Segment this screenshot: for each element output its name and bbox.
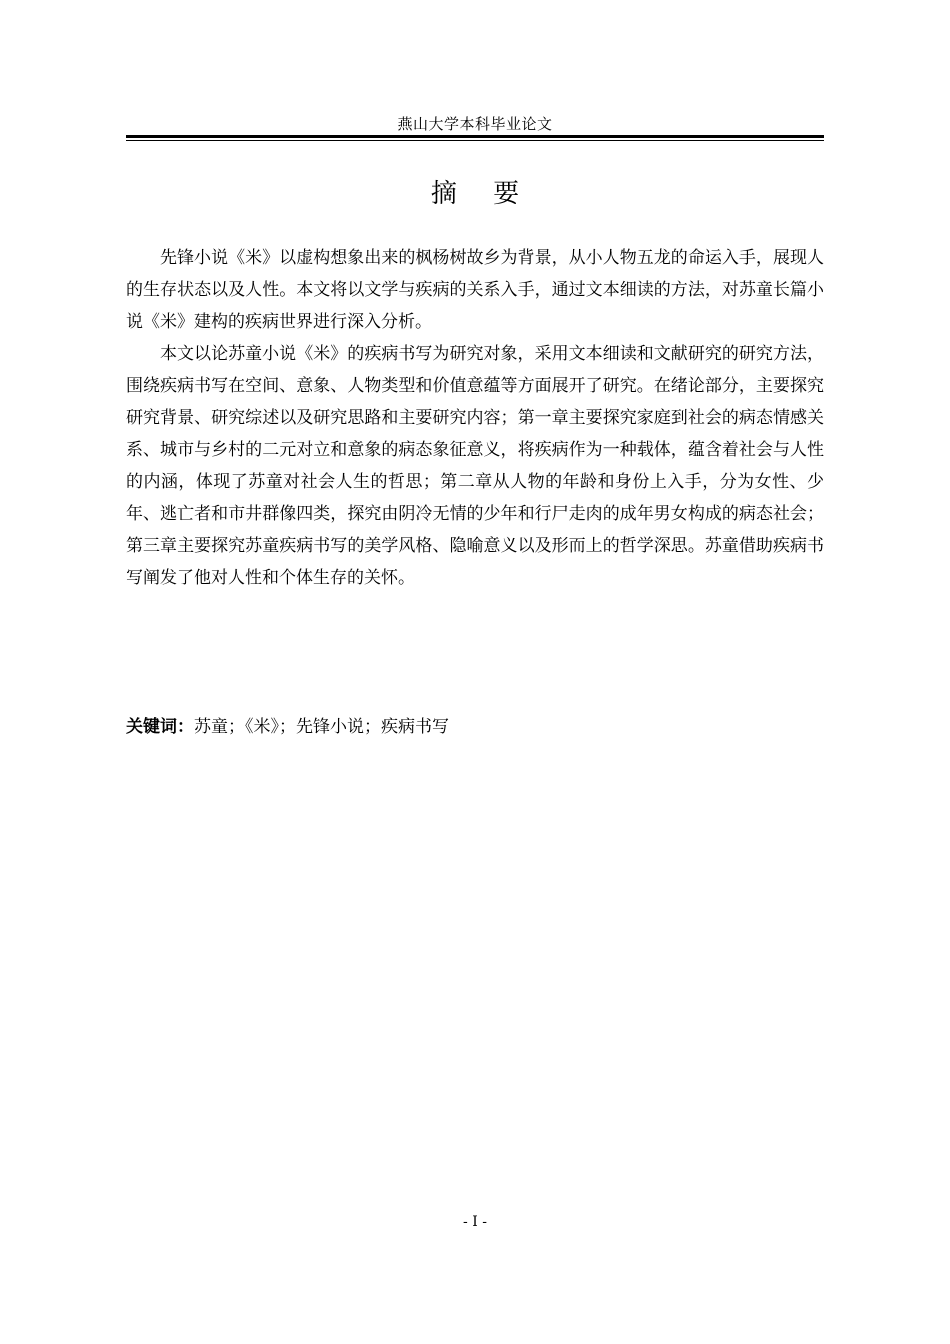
abstract-body [126,242,824,594]
header-rule-thick [126,135,824,138]
keywords-label: 关键词： [126,717,194,737]
keywords-line [126,711,824,743]
abstract-title: 摘 要 [430,179,534,209]
page-number: - I - [463,1214,487,1230]
header-rule-thin [126,140,824,141]
keywords-text: 苏童；《米》；先锋小说；疾病书写 [194,717,449,737]
running-header: 燕山大学本科毕业论文 [397,115,553,133]
abstract-paragraph: 本文以论苏童小说《米》的疾病书写为研究对象，采用文本细读和文献研究的研究方法，围绕疾病书写在空间、意象、人物类型和价值意蕴等方面展开了研究。在绪论部分，主要探究研究背景、研究综述以及研究思路和主要研究内容；第一章主要探究家庭到社会的病态情感关系、城市与乡村的二元对立和意象的病态象征意义，将疾病作为一种载体，蕴含着社会与人性的内涵，体现了苏童对社会人生的哲思；第二章从人物的年龄和身份上入手，分为女性、少年、逃亡者和市井群像四类，探究由阴冷无情的少年和行尸走肉的成年男女构成的病态社会；第三章主要探究苏童疾病书写的美学风格、隐喻意义以及形而上的哲学深思。苏童借助疾病书写阐发了他对人性和个体生存的关怀。 [126,344,824,588]
abstract-paragraph: 先锋小说《米》以虚构想象出来的枫杨树故乡为背景，从小人物五龙的命运入手，展现人的生存状态以及人性。本文将以文学与疾病的关系入手，通过文本细读的方法，对苏童长篇小说《米》建构的疾病世界进行深入分析。 [126,248,824,332]
